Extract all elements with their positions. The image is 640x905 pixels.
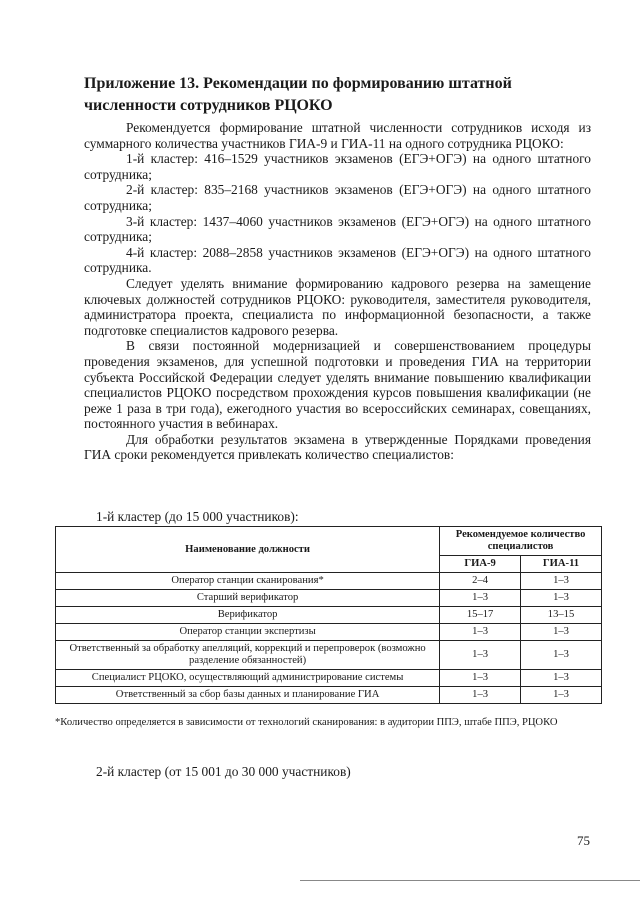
position-name: Специалист РЦОКО, осуществляющий администрирование системы (56, 670, 440, 687)
gia9-count: 1–3 (440, 624, 521, 641)
body-text (84, 120, 591, 463)
table-row (56, 573, 602, 590)
gia11-count: 1–3 (521, 670, 602, 687)
gia11-count: 13–15 (521, 607, 602, 624)
bottom-rule (300, 880, 640, 881)
paragraph-processing: Для обработки результатов экзамена в утвержденные Порядками проведения ГИА сроки рекомендуется привлекать количество специалистов: (84, 431, 591, 463)
gia11-count: 1–3 (521, 687, 602, 704)
position-name: Оператор станции экспертизы (56, 624, 440, 641)
paragraph-reserve: Следует уделять внимание формированию кадрового резерва на замещение ключевых должностей сотрудников РЦОКО: руководителя, заместителя руководителя, администратора проекта, специалиста по информационной безопасности, а также подготовке специалистов кадрового резерва. (84, 275, 591, 338)
position-name: Ответственный за обработку апелляций, коррекций и перепроверок (возможно разделение обязанностей) (56, 641, 440, 670)
table-row (56, 687, 602, 704)
header-gia9: ГИА-9 (440, 556, 521, 573)
gia9-count: 1–3 (440, 590, 521, 607)
cluster-2-label: 2-й кластер (от 15 001 до 30 000 участников) (96, 764, 351, 779)
gia11-count: 1–3 (521, 624, 602, 641)
gia11-count: 1–3 (521, 641, 602, 670)
table-header-row (56, 527, 602, 556)
paragraph-cluster-2: 2-й кластер: 835–2168 участников экзаменов (ЕГЭ+ОГЭ) на одного штатного сотрудника; (84, 182, 591, 213)
table-row (56, 590, 602, 607)
position-name: Ответственный за сбор базы данных и планирование ГИА (56, 687, 440, 704)
gia11-count: 1–3 (521, 590, 602, 607)
table-row (56, 624, 602, 641)
paragraph-intro: Рекомендуется формирование штатной численности сотрудников исходя из суммарного количества участников ГИА-9 и ГИА-11 на одного сотрудника РЦОКО: (84, 120, 591, 151)
appendix-title: Приложение 13. Рекомендации по формированию штатной численности сотрудников РЦОКО (84, 75, 512, 114)
page-number: 75 (577, 833, 590, 848)
table-row (56, 670, 602, 687)
footnote: *Количество определяется в зависимости от технологий сканирования: в аудитории ППЭ, штабе ППЭ, РЦОКО (55, 717, 558, 728)
position-name: Старший верификатор (56, 590, 440, 607)
gia9-count: 2–4 (440, 573, 521, 590)
header-recommended: Рекомендуемое количество специалистов (440, 527, 602, 556)
gia9-count: 1–3 (440, 687, 521, 704)
position-name: Верификатор (56, 607, 440, 624)
header-position: Наименование должности (56, 527, 440, 573)
staffing-table (55, 526, 602, 704)
cluster-1-label: 1-й кластер (до 15 000 участников): (96, 509, 299, 524)
gia11-count: 1–3 (521, 573, 602, 590)
paragraph-cluster-1: 1-й кластер: 416–1529 участников экзаменов (ЕГЭ+ОГЭ) на одного штатного сотрудника; (84, 151, 591, 182)
paragraph-cluster-3: 3-й кластер: 1437–4060 участников экзаменов (ЕГЭ+ОГЭ) на одного штатного сотрудника; (84, 213, 591, 245)
table-row (56, 641, 602, 670)
table-row (56, 607, 602, 624)
gia9-count: 15–17 (440, 607, 521, 624)
position-name: Оператор станции сканирования* (56, 573, 440, 590)
header-gia11: ГИА-11 (521, 556, 602, 573)
paragraph-cluster-4: 4-й кластер: 2088–2858 участников экзаменов (ЕГЭ+ОГЭ) на одного штатного сотрудника. (84, 244, 591, 276)
gia9-count: 1–3 (440, 641, 521, 670)
paragraph-training: В связи постоянной модернизацией и совершенствованием процедуры проведения экзаменов, для успешной подготовки и проведения ГИА на территории субъекта Российской Федерации следует уделять внимание повышению квалификации специалистов РЦОКО посредством прохождения курсов повышения квалификации (не реже 1 раза в три года), ежегодного участия во всероссийских семинарах, совещаниях, постоянного участия в вебинарах. (84, 338, 591, 432)
gia9-count: 1–3 (440, 670, 521, 687)
